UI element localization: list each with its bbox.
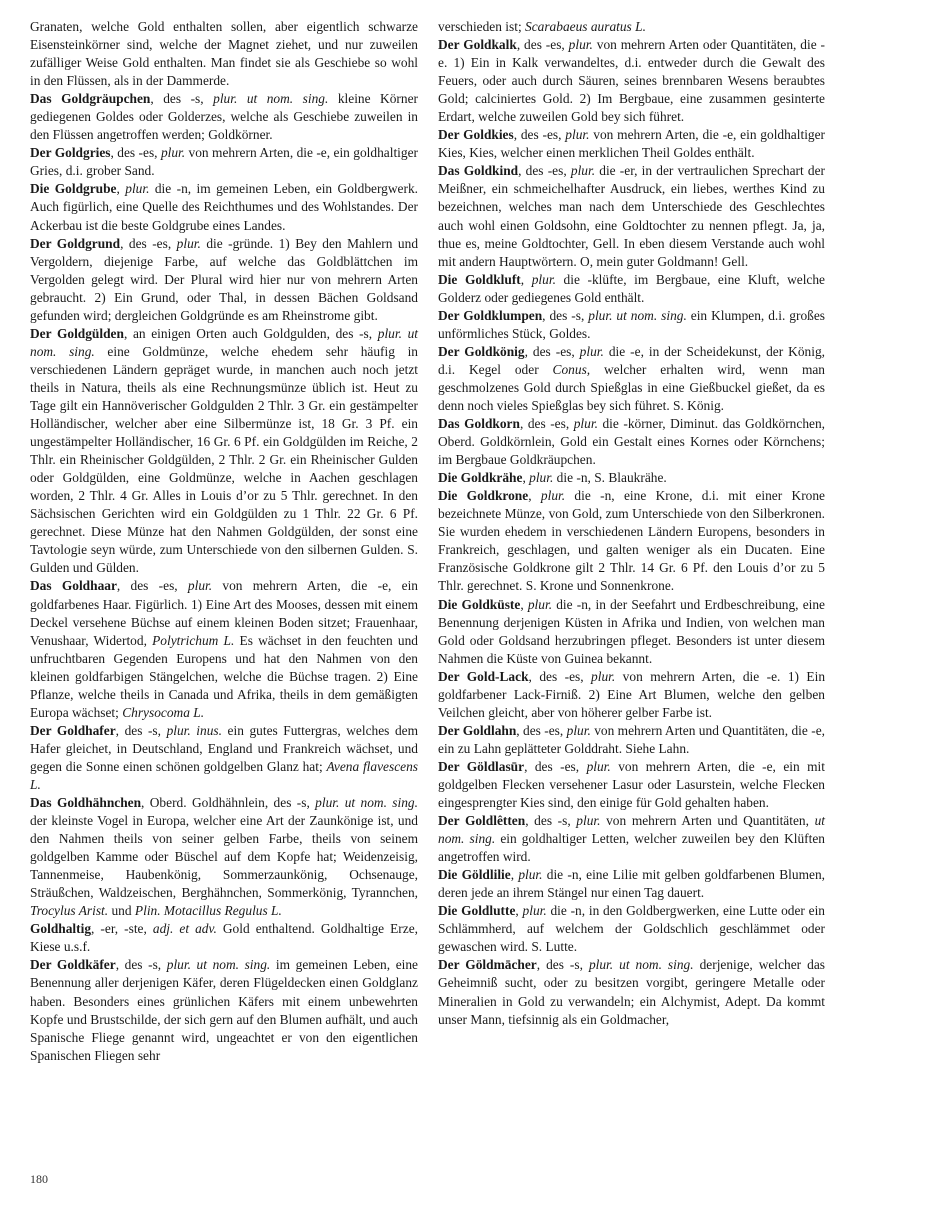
dictionary-entry bbox=[30, 577, 418, 721]
entry-text: Gold enthaltend. Goldhaltige Erze, Kiese u.s.f. bbox=[30, 921, 419, 955]
dictionary-entry bbox=[438, 126, 825, 162]
entry-text: kleine Körner gediegenen Goldes oder Golderzes, welche als Geschiebe zuweilen in den Flüssen angetroffen werden; Goldkörner. bbox=[30, 91, 418, 143]
dictionary-entry bbox=[30, 144, 418, 180]
headword: Die Göldlilie bbox=[438, 867, 511, 883]
italic-text: plur. ut nom. sing. bbox=[588, 957, 694, 973]
headword: Die Goldlutte bbox=[438, 903, 516, 919]
entry-text: die -körner, Diminut. das Goldkörnchen, Oberd. Goldkörnlein, Gold ein Gestalt eines Kornes oder Körnchens; im Bergbaue Goldkräupchen. bbox=[438, 416, 825, 468]
italic-text: Scarabaeus auratus L. bbox=[525, 19, 646, 34]
entry-text: und bbox=[108, 903, 135, 919]
italic-text: plur. bbox=[522, 903, 547, 919]
headword: Der Goldlahn bbox=[438, 722, 517, 738]
entry-text: von mehrern Arten, die -e, ein goldhaltiger Kies, Kies, welcher einen merklichen Theil Goldes enthält. bbox=[438, 127, 826, 161]
dictionary-entry bbox=[438, 18, 825, 36]
entry-text: , bbox=[520, 596, 528, 612]
headword: Der Göldmācher bbox=[438, 957, 537, 973]
entry-text: die -e, in der Scheidekunst, der König, d.i. Kegel oder bbox=[438, 343, 825, 377]
entry-text: , des -s, bbox=[115, 957, 167, 973]
dictionary-entry bbox=[438, 866, 825, 902]
dictionary-entry bbox=[438, 415, 825, 469]
entry-text: die -n, S. Blaukrähe. bbox=[553, 470, 667, 486]
italic-text: plur. bbox=[531, 271, 556, 287]
italic-text: plur. bbox=[187, 578, 213, 594]
headword: Der Goldkalk bbox=[438, 37, 517, 53]
headword: Der Goldklumpen bbox=[438, 307, 543, 323]
entry-text: , bbox=[520, 271, 532, 287]
entry-text: verschieden ist; bbox=[438, 19, 526, 34]
italic-text: Trocylus Arist. bbox=[30, 903, 109, 919]
entry-text: , -er, -ste, bbox=[91, 921, 153, 937]
italic-text: plur. bbox=[570, 163, 596, 179]
italic-text: plur. ut nom. sing. bbox=[30, 325, 418, 359]
italic-text: plur. inus. bbox=[166, 722, 222, 738]
dictionary-entry bbox=[438, 36, 825, 126]
right-column bbox=[438, 18, 825, 1029]
page-number: 180 bbox=[30, 1172, 48, 1186]
entry-text: die -er, in der vertraulichen Sprechart der Meißner, ein schmeichelhafter Ausdruck, ein liebes, werthes Kind zu bezeichnen, welches man nach dem Unterschiede des Geschlechtes auch wohl einen Goldsohn, eine Goldtochter zu nennen pflegt. Ja, ja, thue es, meine Goldtochter, Gell. In eben diesem Verstande auch wohl mit andern Hauptwörtern. O, mein guter Goldmann! Gell. bbox=[438, 163, 826, 269]
dictionary-entry bbox=[30, 920, 418, 956]
entry-text: , des -es, bbox=[519, 416, 574, 432]
entry-text: von mehrern Arten, die -e, ein goldhaltiger Gries, d.i. grober Sand. bbox=[30, 145, 418, 179]
italic-text: plur. bbox=[576, 813, 601, 829]
entry-text: , des -es, bbox=[516, 722, 567, 738]
entry-text: , bbox=[515, 903, 523, 919]
entry-text: , bbox=[522, 470, 530, 486]
headword: Die Goldküste bbox=[438, 596, 521, 612]
italic-text: Chrysocoma L. bbox=[122, 704, 205, 720]
entry-text: im gemeinen Leben, eine Benennung aller derjenigen Käfer, deren Flügeldecken einen Goldglanz haben. Besonders eines grünlichen Käfers mit einem unbewehrten Kopfe und Brustschilde, der sich gern auf den Blumen aufhält, und auch Spanische Fliege genannt wird, ungeachtet er von den eigentlichen Spanischen Fliegen sehr bbox=[30, 957, 418, 1063]
entry-text: Es wächset in den feuchten und unfruchtbaren Gegenden Europens und hat den Nahmen von den kleinen goldfarbigen Stängelchen, welche die Büchse tragen. 2) Eine Pflanze, welche theils in Canada und Afrika, theils in dem gemäßigten Europa wächset; bbox=[30, 632, 418, 720]
italic-text: ut nom. sing. bbox=[438, 813, 825, 847]
entry-text: die -klüfte, im Bergbaue, eine Kluft, welche Golderz oder gediegenes Gold enthält. bbox=[438, 271, 825, 305]
dictionary-entry bbox=[30, 18, 418, 90]
italic-text: plur. bbox=[176, 235, 201, 251]
dictionary-entry bbox=[30, 325, 418, 578]
italic-text: plur. bbox=[518, 867, 543, 883]
dictionary-entry bbox=[438, 812, 825, 866]
entry-text: , des -es, bbox=[524, 343, 580, 359]
entry-text: , des -es, bbox=[513, 127, 566, 143]
dictionary-entry bbox=[438, 722, 825, 758]
entry-text: , bbox=[528, 488, 541, 504]
italic-text: plur. ut nom. sing. bbox=[213, 91, 329, 107]
headword: Das Goldkorn bbox=[438, 416, 520, 432]
entry-text: derjenige, welcher das Geheimniß sucht, oder zu besitzen vorgibt, geringere Metalle oder Mineralien in Gold zu verwandeln; ein Alchymist, Adept. Da kommt unser Mann, tiefsinnig als ein Goldmacher, bbox=[438, 957, 825, 1027]
left-column bbox=[30, 18, 418, 1065]
italic-text: plur. bbox=[160, 145, 186, 161]
italic-text: plur. bbox=[566, 722, 591, 738]
italic-text: plur. ut nom. sing. bbox=[315, 795, 418, 811]
dictionary-entry bbox=[30, 722, 418, 794]
entry-text: , Oberd. Goldhähnlein, des -s, bbox=[141, 795, 316, 811]
headword: Das Goldkind bbox=[438, 163, 519, 179]
dictionary-entry bbox=[438, 271, 825, 307]
italic-text: Avena flavescens L. bbox=[30, 758, 418, 792]
italic-text: plur. bbox=[579, 343, 604, 359]
italic-text: plur. bbox=[568, 37, 593, 53]
dictionary-entry bbox=[438, 343, 825, 415]
entry-text: , des -es, bbox=[110, 145, 161, 161]
headword: Der Goldgries bbox=[30, 145, 111, 161]
headword: Der Göldlasūr bbox=[438, 758, 525, 774]
entry-text: von mehrern Arten, die -e. 1) Ein goldfarbener Lack-Firniß. 2) Eine Art Blumen, welche den gelben Veilchen gleicht, aber von höherer gelber Farbe ist. bbox=[438, 668, 826, 720]
headword: Die Goldkrähe bbox=[438, 470, 523, 486]
headword: Goldhaltig bbox=[30, 921, 92, 937]
dictionary-entry bbox=[30, 90, 418, 144]
entry-text: ein Klumpen, d.i. großes unförmliches Stück, Goldes. bbox=[438, 307, 825, 341]
dictionary-entry bbox=[438, 902, 825, 956]
entry-text: die -n, in der Seefahrt und Erdbeschreibung, eine Benennung derjenigen Küsten in Afrika und Indien, von welchen man Gold oder Goldsand herzubringen pfleget. Besonders ist unter diesem Nahmen die Küste von Guinea bekannt. bbox=[438, 596, 826, 666]
headword: Der Goldkies bbox=[438, 127, 514, 143]
entry-text: , des -es, bbox=[524, 758, 587, 774]
entry-text: eine Goldmünze, welche ehedem sehr häufig in verschiedenen Ländern gepräget wurde, in manchen auch noch jetzt theils in Natura, theils als eine Rechnungsmünze üblich ist. Heut zu Tage gilt ein Hannöverischer Goldgulden 2 Thlr. 3 Gr. ein gestämpelter Holländischer, welcher aber eine Silbermünze ist, 18 Gr. 3 Pf. ein ungestämpelter Holländischer, 16 Gr. 6 Pf. ein Goldgülden im Reiche, 2 Thlr. ein Rheinischer Goldgülden, 2 Thlr. 2 Gr. ein Rheinischer Gulden oder Goldgülden, eine Goldmünze, welche in Aachen geschlagen worden, 2 Thlr. 4 Gr. Alles in Louis d’or zu 5 Thlr. gerechnet. In den Sächsischen Gerichten wird ein Goldgülden zu 1 Thlr. 22 Gr. 6 Pf. gerechnet. Diese Münze hat den Nahmen Goldgülden, der sonst eine Tavtologie seyn würde, zum Unterschiede von den silbernen Gulden. S. Gulden und Gülden. bbox=[30, 343, 418, 576]
headword: Das Goldhähnchen bbox=[30, 795, 142, 811]
entry-text: , des -s, bbox=[525, 813, 577, 829]
italic-text: plur. ut nom. sing. bbox=[166, 957, 271, 973]
dictionary-entry bbox=[30, 956, 418, 1064]
italic-text: plur. bbox=[565, 127, 590, 143]
italic-text: Polytrichum L. bbox=[152, 632, 235, 648]
italic-text: plur. bbox=[573, 416, 598, 432]
italic-text: plur. bbox=[529, 470, 554, 486]
headword: Die Goldgrube bbox=[30, 181, 117, 197]
headword: Der Goldgülden bbox=[30, 325, 124, 341]
entry-text: , des -es, bbox=[518, 163, 571, 179]
headword: Das Goldgräupchen bbox=[30, 91, 151, 107]
italic-text: Conus, bbox=[552, 361, 591, 377]
italic-text: plur. ut nom. sing. bbox=[588, 307, 687, 323]
dictionary-entry bbox=[30, 180, 418, 234]
entry-text: welcher erhalten wird, wenn man geschmolzenes Gold durch Spießglas in eine Gießbuckel gießet, da es denn noch vieles Spießglas bey sich führet. S. König. bbox=[438, 361, 826, 413]
italic-text: adj. et adv. bbox=[152, 921, 217, 937]
entry-text: , des -s, bbox=[115, 722, 167, 738]
entry-text: die -n, eine Krone, d.i. mit einer Krone bezeichnete Münze, von Gold, zum Unterschiede von den Silberkronen. Sie wurden ehedem in verschiedenen Ländern Europens, besonders in Frankreich, geschlagen, und galten weniger als ein Ducaten. Eine Französische Goldkrone gilt 2 Thlr. 14 Gr. 6 Pf. den Louis d’or zu 5 Thlr. gerechnet. S. Krone und Sonnenkrone. bbox=[438, 488, 826, 594]
entry-text: , des -es, bbox=[528, 668, 592, 684]
headword: Der Goldhafer bbox=[30, 722, 116, 738]
entry-text: die -n, in den Goldbergwerken, eine Lutte oder ein Schlämmherd, auf welchem der Goldschlich geschlämmet oder gewaschen wird. S. Lutte. bbox=[438, 903, 825, 955]
dictionary-entry bbox=[438, 307, 825, 343]
italic-text: Plin. Motacillus Regulus L. bbox=[134, 903, 282, 919]
italic-text: plur. bbox=[540, 488, 566, 504]
dictionary-entry bbox=[438, 469, 825, 487]
headword: Der Gold-Lack bbox=[438, 668, 529, 684]
entry-text: , des -s, bbox=[542, 307, 589, 323]
entry-text: der kleinste Vogel in Europa, welcher eine Art der Zaunkönige ist, und den Nahmen theils von seiner gelben Farbe, theils von seinem goldgelben Kamme oder Büschel auf dem Kopfe hat; Weidenzeisig, Tannenmeise, Haubenkönig, Sommerzaunkönig, Ochsenauge, Sträußchen, Waldzeischen, Berghähnchen, Sommerkönig, Tyrannchen, bbox=[30, 813, 418, 901]
italic-text: plur. bbox=[125, 181, 150, 197]
entry-text: von mehrern Arten, die -e, ein goldfarbenes Haar. Figürlich. 1) Eine Art des Mooses, dessen mit einem Deckel versehene Büchse auf einem kleinen Boden sitzet; Frauenhaar, Venushaar, Widertod, bbox=[30, 578, 419, 648]
headword: Der Goldkönig bbox=[438, 343, 525, 359]
headword: Die Goldkluft bbox=[438, 271, 521, 287]
entry-text: , des -es, bbox=[116, 578, 188, 594]
entry-text: , des -es, bbox=[516, 37, 569, 53]
entry-text: die -n, eine Lilie mit gelben goldfarbenen Blumen, deren jede an ihrem Stängel nur einen Tag dauert. bbox=[438, 867, 825, 901]
dictionary-entry bbox=[438, 668, 825, 722]
entry-text: , des -s, bbox=[150, 91, 214, 107]
dictionary-entry bbox=[30, 235, 418, 325]
dictionary-entry bbox=[438, 487, 825, 595]
entry-text: Granaten, welche Gold enthalten sollen, aber eigentlich schwarze Eisensteinkörner sind, welche der Magnet ziehet, und nur zuweilen zufälliger Weise Gold enthalten. Man findet sie als Geschiebe so wohl in den Flüssen, als in der Dammerde. bbox=[30, 19, 418, 89]
headword: Der Goldgrund bbox=[30, 235, 121, 251]
italic-text: plur. bbox=[586, 758, 611, 774]
dictionary-entry bbox=[438, 596, 825, 668]
dictionary-entry bbox=[438, 956, 825, 1028]
entry-text: von mehrern Arten, die -e, ein mit goldgelben Flecken versehener Lasur oder Lasurstein, welche Flecken eingesprengter Kies sind, den einige für Gold gehalten haben. bbox=[438, 758, 825, 811]
entry-text: ein goldhaltiger Letten, welcher zuweilen bey den Klüften angetroffen wird. bbox=[438, 831, 825, 865]
dictionary-entry bbox=[30, 794, 418, 920]
headword: Die Goldkrone bbox=[438, 488, 529, 504]
entry-text: von mehrern Arten und Quantitäten, bbox=[600, 813, 815, 829]
entry-text: von mehrern Arten und Quantitäten, die -e, ein zu Lahn geplätteter Golddraht. Siehe Lahn. bbox=[438, 722, 825, 756]
entry-text: , bbox=[116, 181, 126, 197]
headword: Das Goldhaar bbox=[30, 578, 117, 594]
italic-text: plur. bbox=[591, 668, 616, 684]
entry-text: die -n, im gemeinen Leben, ein Goldbergwerk. Auch figürlich, eine Quelle des Reichthumes und des Wohlstandes. Der Ackerbau ist die beste Goldgrube eines Landes. bbox=[30, 181, 418, 233]
entry-text: von mehrern Arten oder Quantitäten, die -e. 1) Ein in Kalk verwandeltes, d.i. entweder durch die Gewalt des Feuers, oder auch durch Säuren, seines brennbaren Wesens beraubtes Gold; calciniertes Gold. 2) Im Bergbaue, eine zusammen gesinterte Erdart, welche zuweilen Gold bey sich führet. bbox=[438, 37, 826, 125]
entry-text: , des -s, bbox=[536, 957, 589, 973]
entry-text: , des -es, bbox=[120, 235, 177, 251]
headword: Der Goldkäfer bbox=[30, 957, 116, 973]
dictionary-entry bbox=[438, 758, 825, 812]
dictionary-entry bbox=[438, 162, 825, 270]
entry-text: die -gründe. 1) Bey den Mahlern und Vergoldern, diejenige Farbe, auf welche das Goldblättchen im Vergolden gelegt wird. Der Plural wird hier nur von mehrern Arten gebraucht. 2) Ein Grund, oder Thal, in dessen Bächen Goldsand gefunden wird; dergleichen Goldgründe es am Rheinstrome gibt. bbox=[30, 235, 419, 323]
headword: Der Goldlêtten bbox=[438, 813, 526, 829]
italic-text: plur. bbox=[527, 596, 553, 612]
entry-text: , bbox=[510, 867, 519, 883]
entry-text: ein gutes Futtergras, welches dem Hafer gleichet, in Deutschland, England und Frankreich wächset, und gegen die Sonne einen schönen goldgelben Glanz hat; bbox=[30, 722, 418, 774]
entry-text: , an einigen Orten auch Goldgulden, des -s, bbox=[123, 325, 378, 341]
